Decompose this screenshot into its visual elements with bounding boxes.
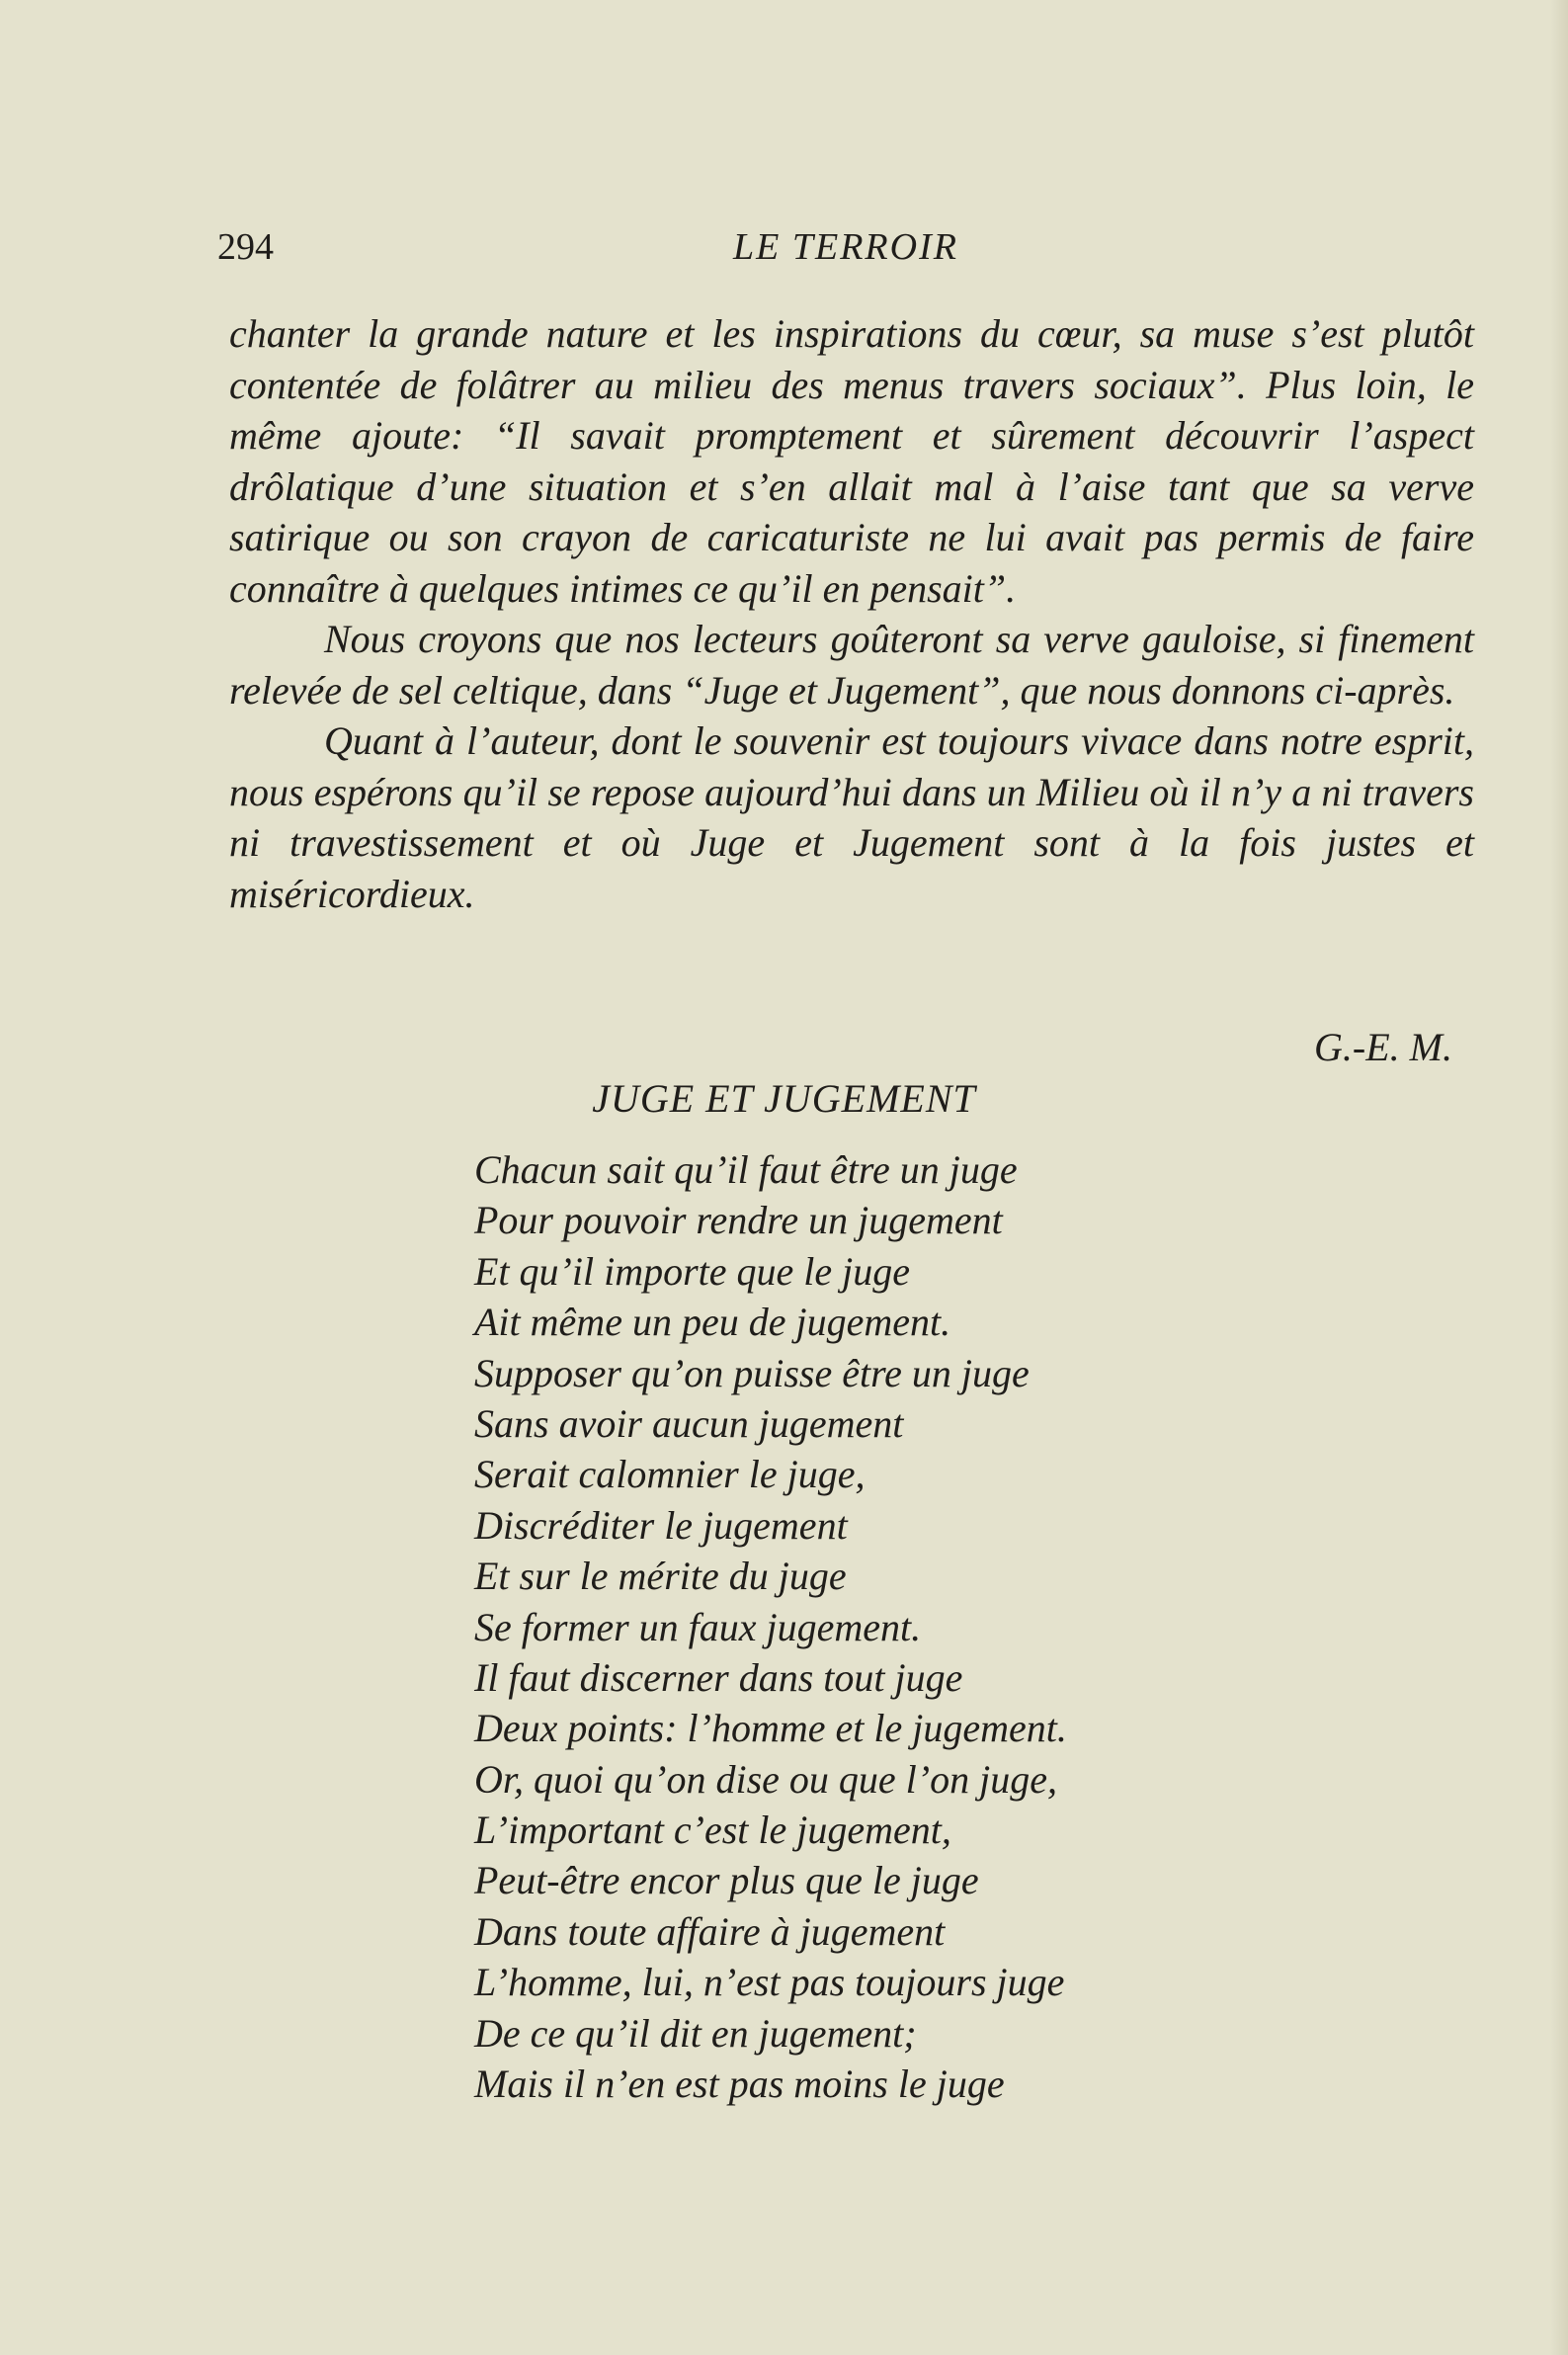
prose-paragraph-1: chanter la grande nature et les inspirations du cœur, sa muse s’est plutôt contentée de folâtrer au milieu des menus travers sociaux”. Plus loin, le même ajoute: “Il savait promptement et sûrement découvrir l’aspect drôlatique d’une situation et s’en allait mal à l’aise tant que sa verve satirique ou son crayon de caricaturiste ne lui avait pas permis de faire connaître à quelques intimes ce qu’il en pensait”. <box>229 311 1474 611</box>
poem-title: JUGE ET JUGEMENT <box>592 1076 976 1121</box>
prose-paragraph-3: Quant à l’auteur, dont le souvenir est toujours vivace dans notre esprit, nous espérons qu’il se repose aujourd’hui dans un Milieu où il n’y a ni travers ni travestissement et où Juge et Jugement sont à la fois justes et miséricordieux. <box>229 718 1474 916</box>
poem-line: Chacun sait qu’il faut être un juge <box>474 1147 1018 1192</box>
page-number: 294 <box>217 226 274 268</box>
poem-line: Se former un faux jugement. <box>474 1604 922 1649</box>
author-signature: G.-E. M. <box>1314 1025 1452 1069</box>
poem-line: Peut-être encor plus que le juge <box>474 1858 979 1903</box>
poem-line: L’important c’est le jugement, <box>474 1808 951 1853</box>
poem-line: L’homme, lui, n’est pas toujours juge <box>474 1960 1065 2005</box>
poem-line: Pour pouvoir rendre un jugement <box>474 1198 1003 1243</box>
poem-line: Mais il n’en est pas moins le juge <box>474 2061 1005 2107</box>
poem-line: Ait même un peu de jugement. <box>474 1300 951 1345</box>
poem-line: De ce qu’il dit en jugement; <box>474 2010 917 2056</box>
poem-line: Et sur le mérite du juge <box>474 1554 847 1599</box>
prose-paragraph-2: Nous croyons que nos lecteurs goûteront sa verve gauloise, si finement relevée de sel celtique, dans “Juge et Jugement”, que nous donnons ci-après. <box>229 617 1474 713</box>
poem-line: Dans toute affaire à jugement <box>474 1908 946 1954</box>
page-edge-shadow <box>1550 0 1568 2355</box>
poem-line: Sans avoir aucun jugement <box>474 1400 904 1446</box>
page-header <box>217 225 1474 285</box>
poem-line: Deux points: l’homme et le jugement. <box>474 1706 1067 1751</box>
running-title: LE TERROIR <box>733 226 958 268</box>
poem-body <box>474 1144 1363 2109</box>
poem-line: Supposer qu’on puisse être un juge <box>474 1350 1030 1395</box>
poem-line: Serait calomnier le juge, <box>474 1452 866 1497</box>
poem-line: Il faut discerner dans tout juge <box>474 1654 963 1700</box>
poem-line: Discréditer le jugement <box>474 1502 848 1548</box>
poem-line: Et qu’il importe que le juge <box>474 1248 911 1294</box>
poem-line: Or, quoi qu’on dise ou que l’on juge, <box>474 1756 1057 1802</box>
prose-body <box>229 308 1474 919</box>
